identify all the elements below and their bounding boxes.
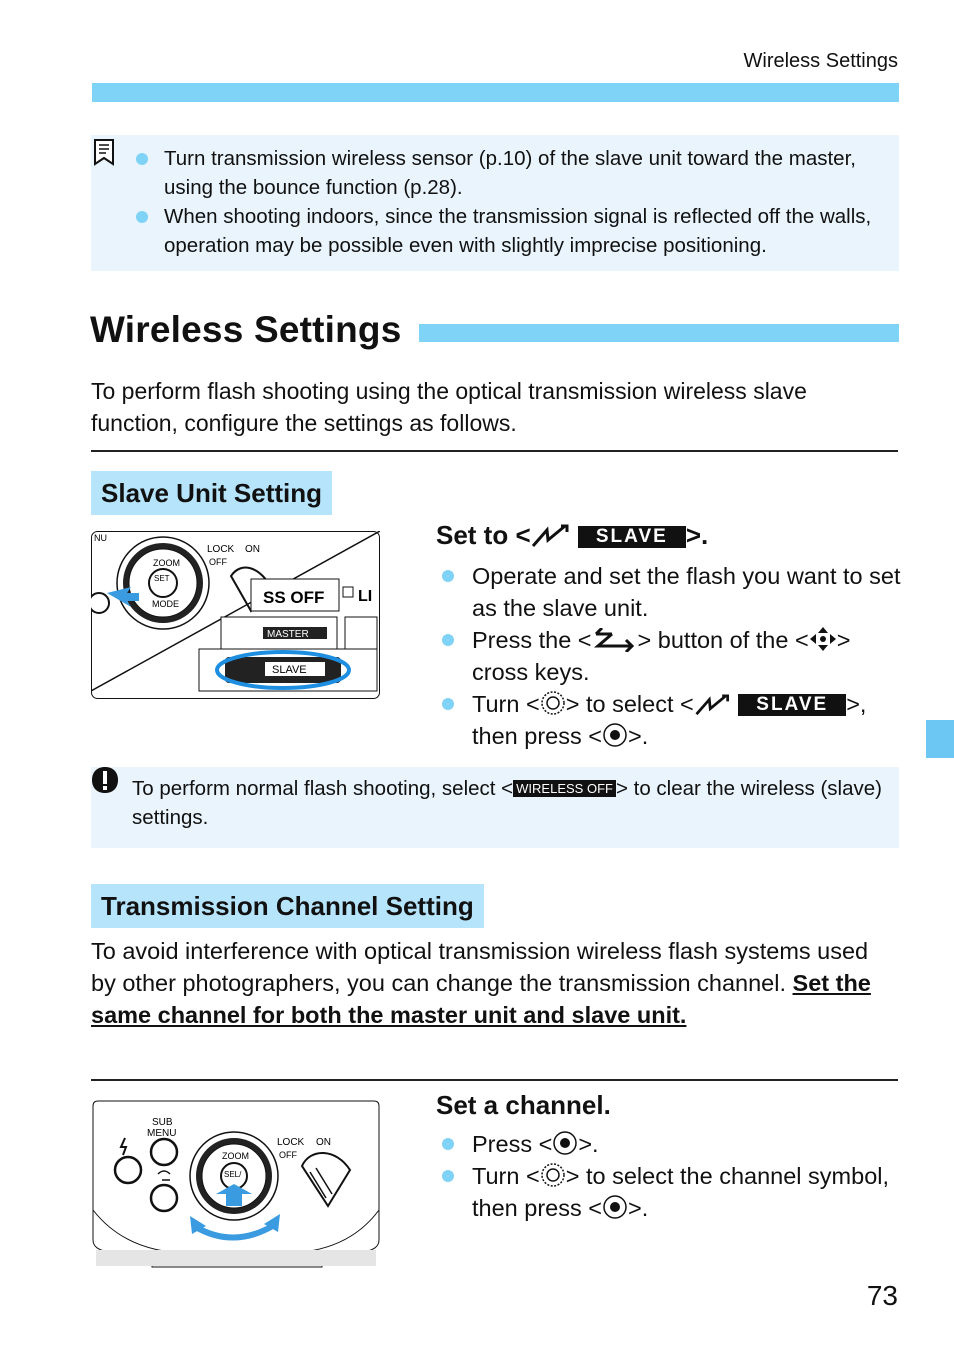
cross-keys-icon	[809, 626, 837, 652]
illus-label: SET	[154, 574, 170, 583]
list-item: Operate and set the flash you want to set as the slave unit.	[472, 560, 902, 624]
intro-paragraph: To perform flash shooting using the optical transmission wireless slave function, configure the settings as follows.	[91, 378, 807, 436]
running-header: Wireless Settings	[743, 50, 898, 72]
illus-label: ON	[316, 1137, 331, 1148]
divider	[91, 450, 898, 452]
caution-text: To perform normal flash shooting, select < WIRELESS OFF > to clear the wireless (slave) settings.	[132, 777, 882, 829]
list-item: Turn < > to select the channel symbol, then press < >.	[472, 1160, 902, 1224]
slave-badge: SLAVE	[578, 526, 686, 548]
caution-icon	[91, 766, 119, 794]
chapter-side-tab	[926, 720, 954, 758]
illus-label: NU	[94, 533, 107, 543]
set-button-icon	[552, 1130, 578, 1156]
illus-label: MODE	[152, 599, 179, 609]
illus-label: SS OFF	[263, 588, 325, 607]
illus-label: SUB	[152, 1117, 173, 1128]
dial-icon	[540, 690, 566, 716]
section-heading-slave: Slave Unit Setting	[91, 471, 332, 515]
channel-dial-illustration	[92, 1100, 380, 1268]
wireless-icon	[531, 524, 571, 548]
memo-note-item: Turn transmission wireless sensor (p.10) of the slave unit toward the master, using the bounce function (p.28).	[164, 144, 894, 202]
set-button-icon	[602, 722, 628, 748]
dial-icon	[540, 1162, 566, 1188]
slave-badge: SLAVE	[738, 694, 846, 716]
illus-label: LOCK	[207, 544, 235, 555]
step-title-set-channel: Set a channel.	[436, 1090, 611, 1120]
illus-label: ZOOM	[153, 558, 180, 568]
page-title: Wireless Settings	[90, 309, 402, 350]
step-title-set-slave: Set to < SLAVE >.	[436, 520, 709, 550]
illus-label: LI	[358, 588, 373, 605]
illus-label: OFF	[279, 1150, 297, 1160]
illus-label: ON	[245, 544, 260, 555]
channel-emphasis: Set the same channel for both the master unit and slave unit.	[91, 970, 871, 1028]
list-item: Press the < > button of the < > cross keys.	[472, 624, 902, 688]
list-item: Turn < > to select < SLAVE >, then press < >.	[472, 688, 902, 752]
illus-label: ZOOM	[222, 1151, 249, 1161]
slave-step-list	[472, 560, 902, 752]
channel-step-list	[472, 1128, 902, 1224]
wireless-icon	[694, 694, 732, 716]
illus-label: LOCK	[277, 1137, 305, 1148]
list-item: Press < >.	[472, 1128, 902, 1160]
header-accent-bar	[92, 83, 899, 102]
divider	[91, 1079, 898, 1081]
section-heading-channel: Transmission Channel Setting	[91, 884, 484, 928]
memo-note-item: When shooting indoors, since the transmission signal is reflected off the walls, operation may be possible even with slightly imprecise positioning.	[164, 202, 894, 260]
memo-note-list	[164, 144, 894, 260]
illus-label: SLAVE	[272, 664, 307, 676]
illus-label: OFF	[209, 557, 227, 567]
illus-label: MASTER	[267, 629, 309, 640]
illus-label: SEL/	[224, 1170, 242, 1179]
page-number: 73	[866, 1280, 898, 1311]
wireless-button-icon	[592, 628, 638, 652]
memo-icon	[92, 138, 116, 166]
set-button-icon	[602, 1194, 628, 1220]
title-accent-bar	[419, 324, 899, 342]
wireless-off-badge: WIRELESS OFF	[513, 780, 616, 797]
flash-control-illustration	[91, 531, 380, 699]
illus-label: MENU	[147, 1128, 177, 1139]
channel-intro-paragraph: To avoid interference with optical transmission wireless flash systems used by other photographers, you can change the transmission channel. Set the same channel for both the master unit and slave unit.	[91, 938, 871, 1028]
